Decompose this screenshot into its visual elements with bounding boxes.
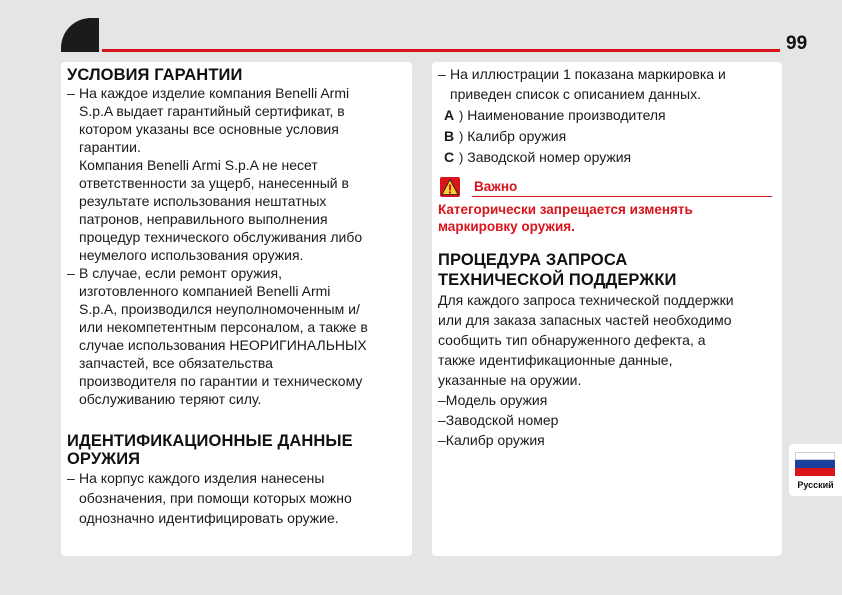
page-number: 99 bbox=[786, 33, 808, 54]
marking-entry: B ) Калибр оружия bbox=[444, 128, 567, 144]
marking-entry: A ) Наименование производителя bbox=[444, 107, 666, 123]
warning-rule bbox=[472, 196, 772, 197]
list-item: –Модель оружия bbox=[438, 392, 548, 408]
header-rule bbox=[102, 49, 780, 52]
support-list bbox=[438, 390, 776, 450]
corner-logo bbox=[61, 18, 99, 52]
marking-item: – На иллюстрации 1 показана маркировка и приведен список с описанием данных. bbox=[438, 66, 726, 102]
warning-icon bbox=[440, 177, 460, 197]
list-item: –Заводской номер bbox=[438, 412, 559, 428]
warranty-title: УСЛОВИЯ ГАРАНТИИ bbox=[67, 66, 243, 84]
warranty-item: – В случае, если ремонт оружия, изготовленного компанией Benelli Armi S.p.A, производился неуполномоченным и/ или некомпетентным персоналом, а также в случае использования НЕОРИГИНАЛЬНЫХ запчастей, все обязательства производителя по гарантии и техническому обслуживанию теряют силу. bbox=[67, 265, 368, 407]
warranty-item: – На каждое изделие компания Benelli Armi S.p.A выдает гарантийный сертификат, в котором указаны все основные условия гарантии. bbox=[67, 85, 350, 155]
identification-title: ИДЕНТИФИКАЦИОННЫЕ ДАННЫЕ ОРУЖИЯ bbox=[67, 432, 353, 468]
support-text: Для каждого запроса технической поддержки или для заказа запасных частей необходимо сообщить тип обнаруженного дефекта, а также идентификационные данные, указанные на оружии. bbox=[438, 292, 734, 388]
warning-header bbox=[438, 177, 776, 199]
warranty-paragraph: Компания Benelli Armi S.p.A не несет ответственности за ущерб, нанесенный в результате использования нештатных патронов, неправильного выполнения процедур технического обслуживания либо неумелого использования оружия. bbox=[79, 157, 363, 263]
marking-entry: C ) Заводской номер оружия bbox=[444, 149, 632, 165]
warning-text: Категорически запрещается изменять маркировку оружия. bbox=[438, 202, 693, 234]
russian-flag-icon bbox=[795, 452, 835, 476]
language-label: Русский bbox=[797, 480, 834, 490]
language-tab[interactable] bbox=[789, 444, 842, 496]
marking-list bbox=[438, 105, 776, 168]
support-title: ПРОЦЕДУРА ЗАПРОСА ТЕХНИЧЕСКОЙ ПОДДЕРЖКИ bbox=[438, 251, 677, 289]
warning-label: Важно bbox=[474, 179, 518, 194]
list-item: –Калибр оружия bbox=[438, 432, 545, 448]
identification-item: – На корпус каждого изделия нанесены обозначения, при помощи которых можно однозначно идентифицировать оружие. bbox=[67, 470, 352, 526]
right-column bbox=[432, 62, 782, 556]
left-column bbox=[61, 62, 412, 556]
